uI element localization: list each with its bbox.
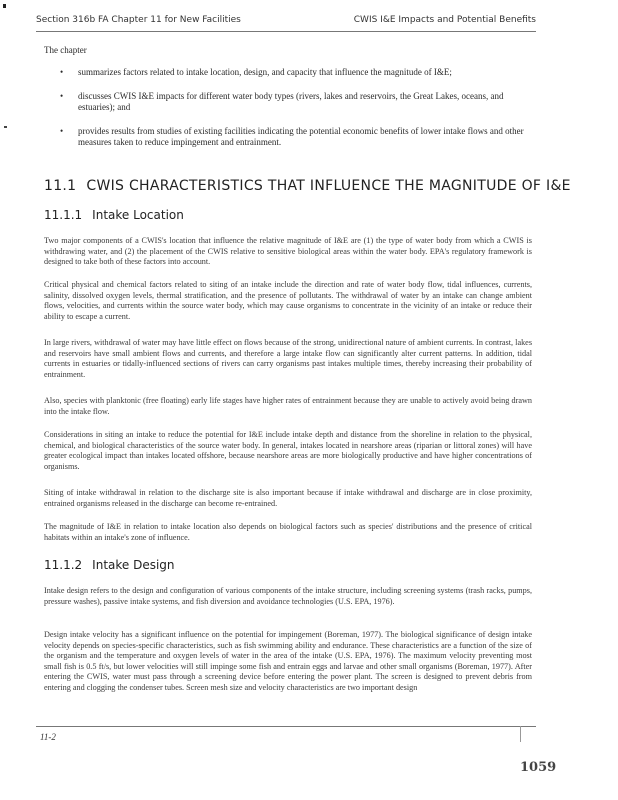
page-stamp: 1059	[520, 760, 557, 775]
subsection-number: 11.1.1	[44, 208, 83, 222]
subsection-title: Intake Design	[92, 558, 175, 572]
paragraph: Also, species with planktonic (free floating) early life stages have higher rates of entrainment because they are unable to actively avoid being drawn into the intake flow.	[44, 396, 532, 416]
running-header	[36, 15, 536, 29]
subsection-title: Intake Location	[92, 208, 184, 222]
footer-divider	[36, 726, 536, 727]
paragraph: Design intake velocity has a significant influence on the potential for impingement (Boreman, 1977). The biological significance of design intake velocity depends on species-specific characteristics, such as fish swimming ability and endurance. These characteristics are a function of the size of the organism and the temperature and oxygen levels of water in the area of the intake (U.S. EPA, 1976). The maximum velocity preventing most small fish is 0.5 ft/s, but lower velocities will still impinge some fish and entrain eggs and larvae and other small organisms (Boreman, 1977). After entering the CWIS, water must pass through a screening device before entering the power plant. The screen is designed to prevent debris from entering and clogging the condenser tubes. Screen mesh size and velocity characteristics are two important design	[44, 630, 532, 692]
scan-tick	[4, 126, 7, 128]
bullet-list	[44, 67, 534, 161]
list-item	[44, 67, 534, 78]
list-item	[44, 126, 534, 148]
footer-tick	[520, 726, 521, 742]
bullet-icon: •	[60, 91, 64, 101]
bullet-text: summarizes factors related to intake location, design, and capacity that influence the magnitude of I&E;	[78, 67, 452, 77]
header-right: CWIS I&E Impacts and Potential Benefits	[353, 15, 536, 25]
paragraph: Intake design refers to the design and configuration of various components of the intake structure, including screening systems (trash racks, pumps, pressure washes), passive intake systems, and fish diversion and avoidance technologies (U.S. EPA, 1976).	[44, 586, 532, 606]
header-divider	[36, 31, 536, 32]
list-item	[44, 91, 534, 113]
subsection-number: 11.1.2	[44, 558, 83, 572]
subsection-heading-design	[44, 558, 175, 572]
paragraph: Siting of intake withdrawal in relation to the discharge site is also important because if intake withdrawal and discharge are in close proximity, entrained organisms released in the discharge can become re-entrained.	[44, 488, 532, 508]
header-left: Section 316b FA Chapter 11 for New Facilities	[36, 15, 241, 25]
bullet-text: discusses CWIS I&E impacts for different water body types (rivers, lakes and reservoirs, the Great Lakes, oceans, and estuaries); and	[78, 91, 504, 112]
subsection-heading-location	[44, 208, 184, 222]
section-title: CWIS CHARACTERISTICS THAT INFLUENCE THE MAGNITUDE OF I&E	[86, 178, 571, 194]
scan-mark	[3, 4, 6, 8]
paragraph: Considerations in siting an intake to reduce the potential for I&E include intake depth and distance from the shoreline in relation to the physical, chemical, and biological characteristics of the source water body. In general, intakes located in nearshore areas (riparian or littoral zones) will have greater ecological impact than intakes located offshore, because nearshore areas are more biologically productive and have higher concentrations of organisms.	[44, 430, 532, 471]
bullet-text: provides results from studies of existing facilities indicating the potential economic benefits of lower intake flows and other measures taken to reduce impingement and entrainment.	[78, 126, 524, 147]
bullet-icon: •	[60, 126, 64, 136]
section-heading	[44, 178, 571, 194]
paragraph: In large rivers, withdrawal of water may have little effect on flows because of the strong, unidirectional nature of ambient currents. In contrast, lakes and reservoirs have small ambient flows and currents, and therefore a large intake flow can significantly alter current patterns. In addition, tidal currents in estuaries or tidally-influenced sections of rivers can carry organisms past intakes multiple times, thereby increasing their probability of entrainment.	[44, 338, 532, 379]
paragraph: Two major components of a CWIS's location that influence the relative magnitude of I&E are (1) the type of water body from which a CWIS is withdrawing water, and (2) the placement of the CWIS relative to sensitive biological areas within the water body. EPA's regulatory framework is designed to take both of these factors into account.	[44, 236, 532, 267]
paragraph: The magnitude of I&E in relation to intake location also depends on biological factors such as species' distributions and the presence of critical habitats within an intake's zone of influence.	[44, 522, 532, 542]
bullet-icon: •	[60, 67, 64, 77]
paragraph: Critical physical and chemical factors related to siting of an intake include the direction and rate of water body flow, tidal influences, currents, salinity, dissolved oxygen levels, thermal stratification, and the presence of pollutants. The withdrawal of water by an intake can change ambient flows, velocities, and currents within the source water body, which may cause organisms to concentrate in the vicinity of an intake or reduce their ability to escape a current.	[44, 280, 532, 321]
intro-text: The chapter	[44, 45, 87, 55]
section-number: 11.1	[44, 178, 77, 194]
page-number: 11-2	[40, 732, 56, 742]
